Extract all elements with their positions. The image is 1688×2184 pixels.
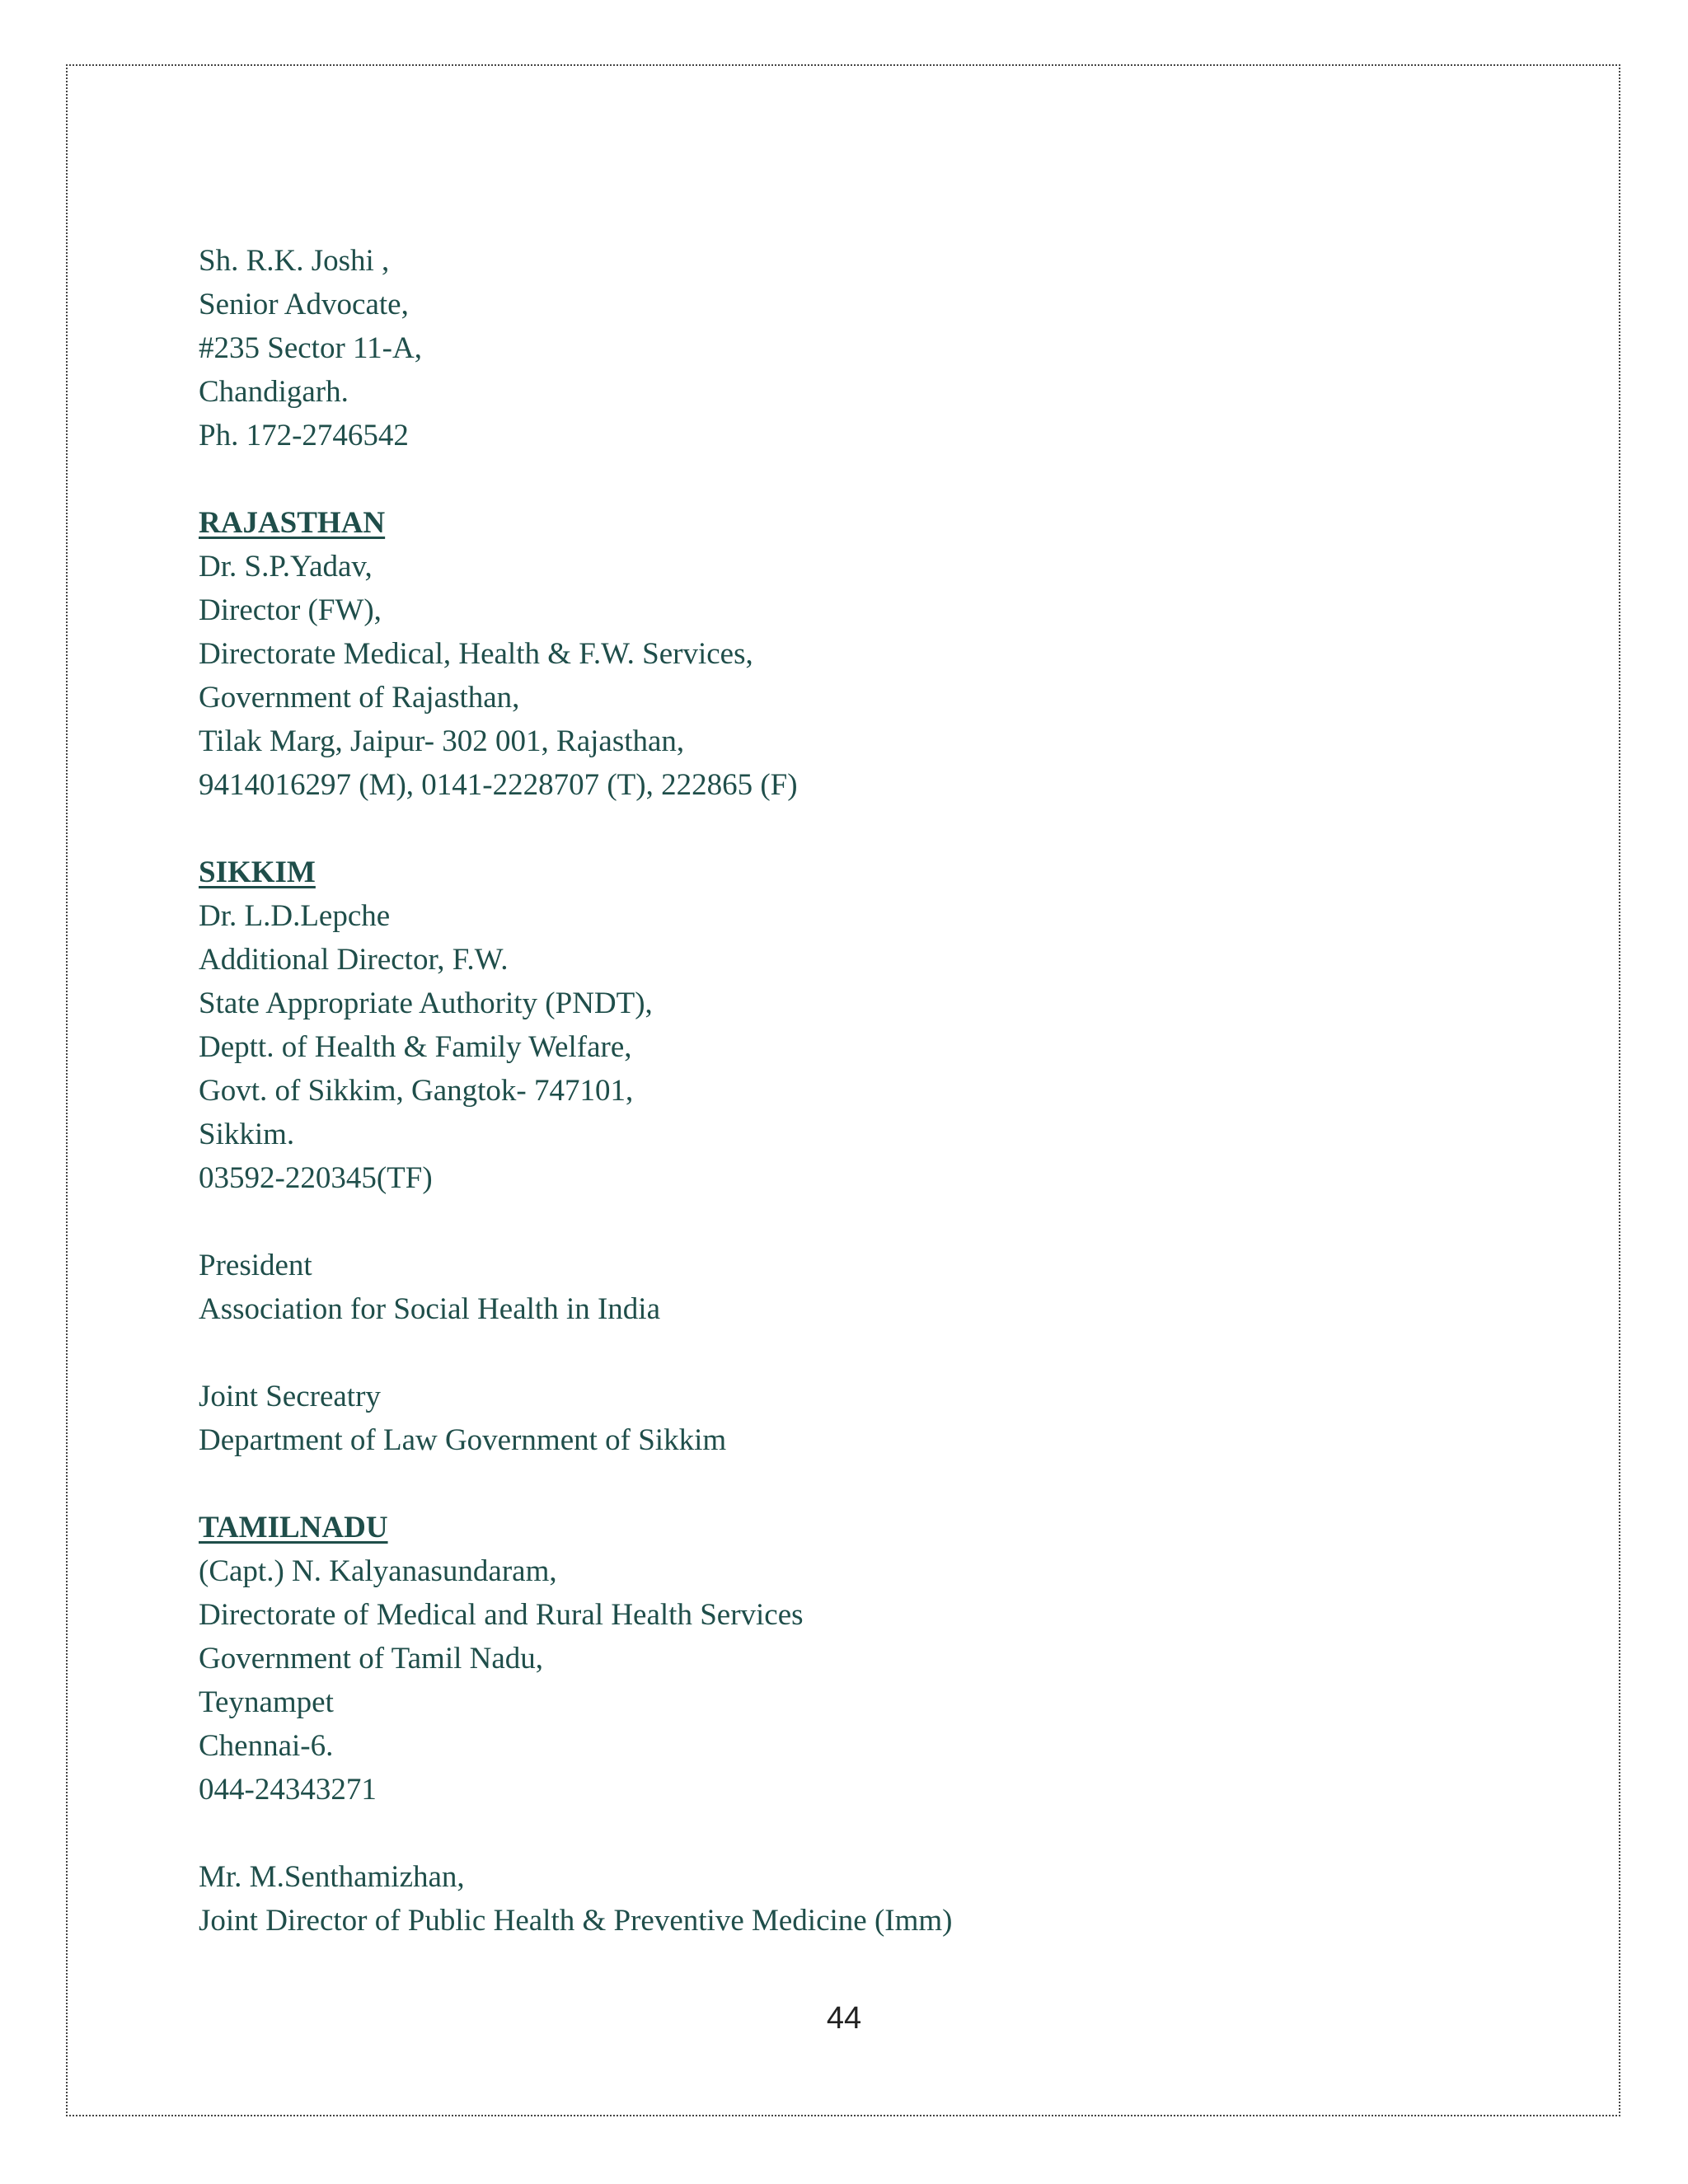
contact-designation: Director (FW), <box>199 593 382 627</box>
contact-designation: Senior Advocate, <box>199 288 409 321</box>
contact-block-joint-secretary <box>199 1375 1517 1462</box>
contact-block-joshi <box>199 239 1517 457</box>
contact-department: Department of Law Government of Sikkim <box>199 1423 727 1457</box>
contact-office: Directorate Medical, Health & F.W. Services, <box>199 637 753 671</box>
contact-block-president <box>199 1244 1517 1331</box>
state-section-sikkim <box>199 851 1517 1200</box>
contact-department: Deptt. of Health & Family Welfare, <box>199 1030 632 1064</box>
contact-government: Government of Tamil Nadu, <box>199 1642 544 1675</box>
contact-address-line: Tilak Marg, Jaipur- 302 001, Rajasthan, <box>199 724 685 758</box>
contact-designation: President <box>199 1249 312 1282</box>
contact-name: (Capt.) N. Kalyanasundaram, <box>199 1554 557 1588</box>
document-body <box>199 239 1517 1986</box>
contact-designation: Joint Director of Public Health & Preventive Medicine (Imm) <box>199 1904 953 1938</box>
state-heading: TAMILNADU <box>199 1511 388 1544</box>
contact-address-line: Govt. of Sikkim, Gangtok- 747101, <box>199 1074 634 1108</box>
contact-state: Sikkim. <box>199 1118 295 1151</box>
state-section-rajasthan <box>199 501 1517 807</box>
contact-designation: Additional Director, F.W. <box>199 943 509 977</box>
contact-name: Dr. S.P.Yadav, <box>199 550 373 583</box>
contact-organization: Association for Social Health in India <box>199 1292 661 1326</box>
contact-city: Chennai-6. <box>199 1729 334 1763</box>
state-heading: RAJASTHAN <box>199 506 386 540</box>
contact-block-senthamizhan <box>199 1855 1517 1943</box>
contact-phone: 9414016297 (M), 0141-2228707 (T), 222865 (F) <box>199 768 798 802</box>
contact-city: Chandigarh. <box>199 375 349 409</box>
contact-designation: Joint Secreatry <box>199 1380 381 1413</box>
contact-authority: State Appropriate Authority (PNDT), <box>199 987 653 1020</box>
contact-name: Sh. R.K. Joshi , <box>199 244 390 278</box>
contact-phone: 03592-220345(TF) <box>199 1161 433 1195</box>
contact-locality: Teynampet <box>199 1685 334 1719</box>
contact-phone: Ph. 172-2746542 <box>199 419 409 452</box>
contact-government: Government of Rajasthan, <box>199 681 520 715</box>
contact-address-line: #235 Sector 11-A, <box>199 331 422 365</box>
contact-phone: 044-24343271 <box>199 1773 377 1807</box>
contact-office: Directorate of Medical and Rural Health Services <box>199 1598 804 1632</box>
state-section-tamilnadu <box>199 1506 1517 1811</box>
state-heading: SIKKIM <box>199 855 316 889</box>
page-number: 44 <box>826 2001 862 2036</box>
contact-name: Mr. M.Senthamizhan, <box>199 1860 465 1894</box>
contact-name: Dr. L.D.Lepche <box>199 899 391 933</box>
